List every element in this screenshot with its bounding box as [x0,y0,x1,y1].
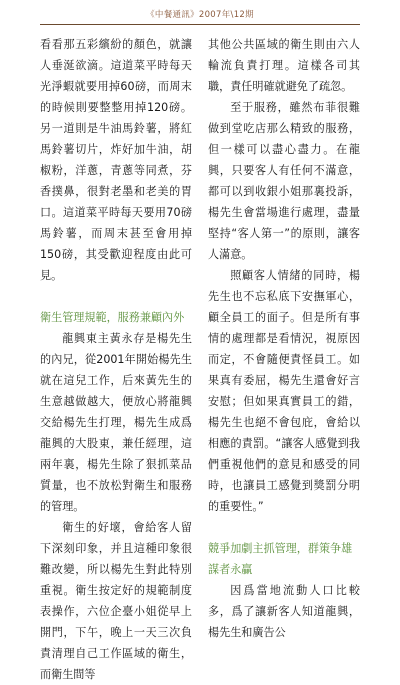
section-heading-competition: 競爭加劇主抓管理，群策争雄謀者永贏 [208,542,353,576]
left-paragraph-2: 龍興東主黃永存是楊先生的內兄，從2001年開始楊先生就在這兒工作，后來黃先生的生意越做越大，便放心將龍興交給楊先生打理，楊先生成爲龍興的大股東，兼任經理，這兩年裏，楊先生除了狠抓菜品質量，也不放松對衛生和服務的管理。 [40,332,192,513]
left-paragraph-1: 看看那五彩繽紛的顏色，就讓人垂涎欲滴。這道菜平時每天光淨蝦就要用掉60磅，而周末的時候則要整整用掉120磅。另一道則是牛油馬鈴薯，將紅馬鈴薯切片，炸好加牛油，胡椒粉，洋蔥，青蔥等同煮，芬香撲鼻，很對老墨和老美的胃口。這道菜平時每天要用70磅馬鈴薯，而周末甚至會用掉150磅，其受歡迎程度由此可見。 [40,38,192,282]
right-column [208,34,360,643]
right-paragraph-1: 其他公共區域的衛生則由六人輪流負責打理。這樣各司其職，責任明確就避免了疏忽。 [208,38,360,93]
left-column [40,34,192,685]
right-paragraph-3: 照顧客人情緒的同時，楊先生也不忘私底下安撫軍心，顧全員工的面子。但是所有事情的處理都是看情況，視原因而定，不會隨便責怪員工。如果真有委屈，楊先生還會好言安慰；但如果真實員工的錯，楊先生也絕不會包庇，會給以相應的責罰。“讓客人感覺到我們重視他們的意見和感受的同時，也讓員工感覺到獎罰分明的重要性。” [208,269,360,513]
right-paragraph-2: 至于服務，雖然布菲很難做到堂吃店那么精致的服務，但一樣可以盡心盡力。在龍興，只要客人有任何不滿意，都可以到收銀小姐那裏投訴，楊先生會當場進行處理，盡量堅持“客人第一”的原則，讓客人滿意。 [208,101,360,261]
left-paragraph-3: 衛生的好壞，會給客人留下深刻印象，并且這種印象很難改變，所以楊先生對此特別重視。衛生按定好的規範制度表操作，六位企臺小姐從早上開門，下午，晚上一天三次負責清理自己工作區域的衛生，而衛生間等 [40,521,192,681]
page-header [0,0,400,30]
publication-title: 《中餐通訊》2007年\12期 [146,10,254,20]
section-heading-hygiene-service: 衛生管理規範，服務兼顧內外 [40,311,185,324]
header-divider [40,24,360,25]
right-paragraph-4: 因爲當地流動人口比較多，爲了讓新客人知道龍興，楊先生和廣告公 [208,584,360,639]
